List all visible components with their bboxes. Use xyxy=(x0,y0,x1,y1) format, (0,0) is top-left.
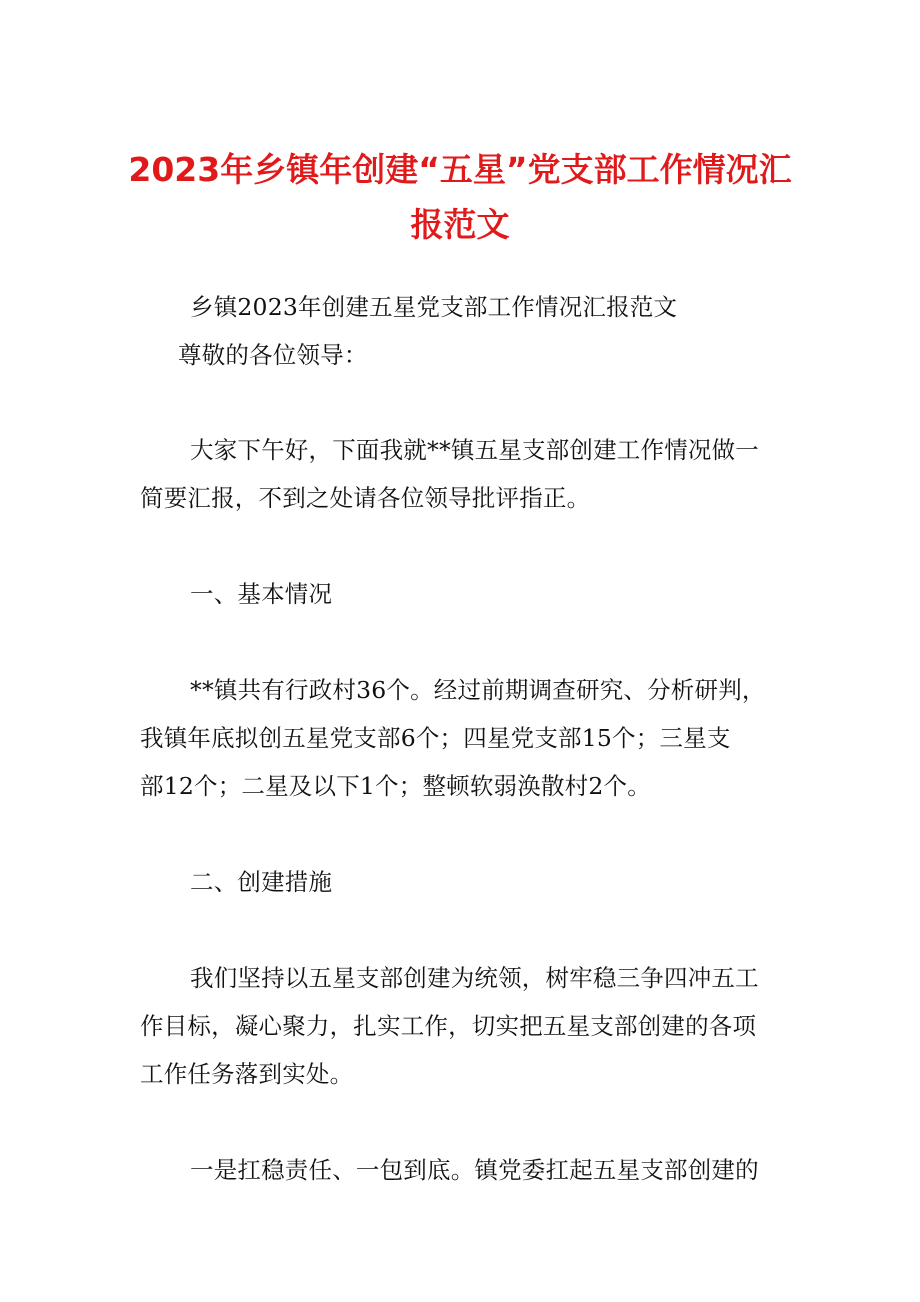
paragraph-line: 简要汇报，不到之处请各位领导批评指正。 xyxy=(140,484,591,512)
section-heading-measures: 二、创建措施 xyxy=(190,868,333,896)
paragraph-line: 一是扛稳责任、一包到底。镇党委扛起五星支部创建的 xyxy=(190,1156,759,1184)
paragraph-line: 大家下午好，下面我就**镇五星支部创建工作情况做一 xyxy=(190,436,759,464)
paragraph-line: 我镇年底拟创五星党支部6个；四星党支部15个；三星支 xyxy=(140,724,731,752)
paragraph-line: 部12个；二星及以下1个；整顿软弱涣散村2个。 xyxy=(140,772,651,800)
section-heading-basic-situation: 一、基本情况 xyxy=(190,580,333,608)
document-subtitle: 乡镇2023年创建五星党支部工作情况汇报范文 xyxy=(190,293,678,321)
paragraph-line: **镇共有行政村36个。经过前期调查研究、分析研判， xyxy=(190,676,766,704)
paragraph-line: 我们坚持以五星支部创建为统领，树牢稳三争四冲五工 xyxy=(190,964,759,992)
paragraph-line: 作目标，凝心聚力，扎实工作，切实把五星支部创建的各项 xyxy=(140,1012,757,1040)
paragraph-line: 工作任务落到实处。 xyxy=(140,1060,354,1088)
salutation: 尊敬的各位领导： xyxy=(178,341,368,369)
document-title-line-1: 2023年乡镇年创建“五星”党支部工作情况汇 xyxy=(128,150,792,189)
document-title-line-2: 报范文 xyxy=(410,205,510,244)
